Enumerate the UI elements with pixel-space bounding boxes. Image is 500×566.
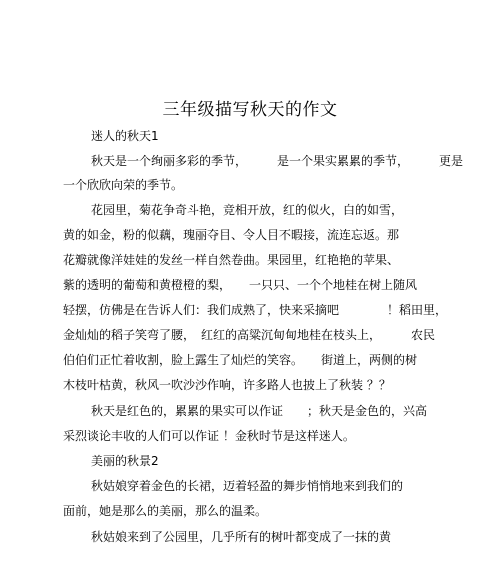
paragraph-line: 采烈谈论丰收的人们可以作证 ！金秋时节是这样迷人。 [63,429,355,443]
paragraph-line: 一个欣欣向荣的季节。 [63,178,184,192]
paragraph-line: 伯伯们正忙着收割，脸上露生了灿烂的笑容。 街道上，两侧的树 [63,353,418,367]
paragraph-line: 秋姑娘穿着金色的长裙，迈着轻盈的舞步悄悄地来到我们的 [91,479,404,493]
paragraph-line: 紫的透明的葡萄和黄橙橙的梨， 一只只、一个个地桂在树上随风 [63,278,418,292]
paragraph-line: 花瓣就像洋娃娃的发丝一样自然卷曲。果园里，红艳艳的苹果、 [63,253,400,267]
paragraph-line: 花园里，菊花争奇斗艳，竞相开放，红的似火，白的如雪， [91,203,404,217]
document-title: 三年级描写秋天的作文 [162,100,338,120]
subheading-2: 美丽的秋景2 [91,454,159,468]
paragraph-line: 黄的如金，粉的似藕，瑰丽夺目、令人目不暇接，流连忘返。那 [63,228,400,242]
paragraph-line: 面前，她是那么的美丽，那么的温柔。 [63,504,268,518]
paragraph-line: 金灿灿的稻子笑弯了腰， 红红的高粱沉甸甸地桂在枝头上， 农民 [63,328,436,342]
paragraph-line: 秋姑娘来到了公园里，几乎所有的树叶都变成了一抹的黄 [91,530,392,544]
paragraph-line: 秋天是红色的，累累的果实可以作证 ；秋天是金色的，兴高 [91,404,428,418]
subheading-1: 迷人的秋天1 [91,129,159,143]
paragraph-line: 秋天是一个绚丽多彩的季节， 是一个果实累累的季节， 更是 [91,154,464,168]
paragraph-line: 木枝叶枯黄，秋风一吹沙沙作响，许多路人也披上了秋装 ？？ [63,378,391,392]
paragraph-line: 轻摆，仿佛是在告诉人们：我们成熟了，快来采摘吧 ！稻田里， [63,303,448,317]
